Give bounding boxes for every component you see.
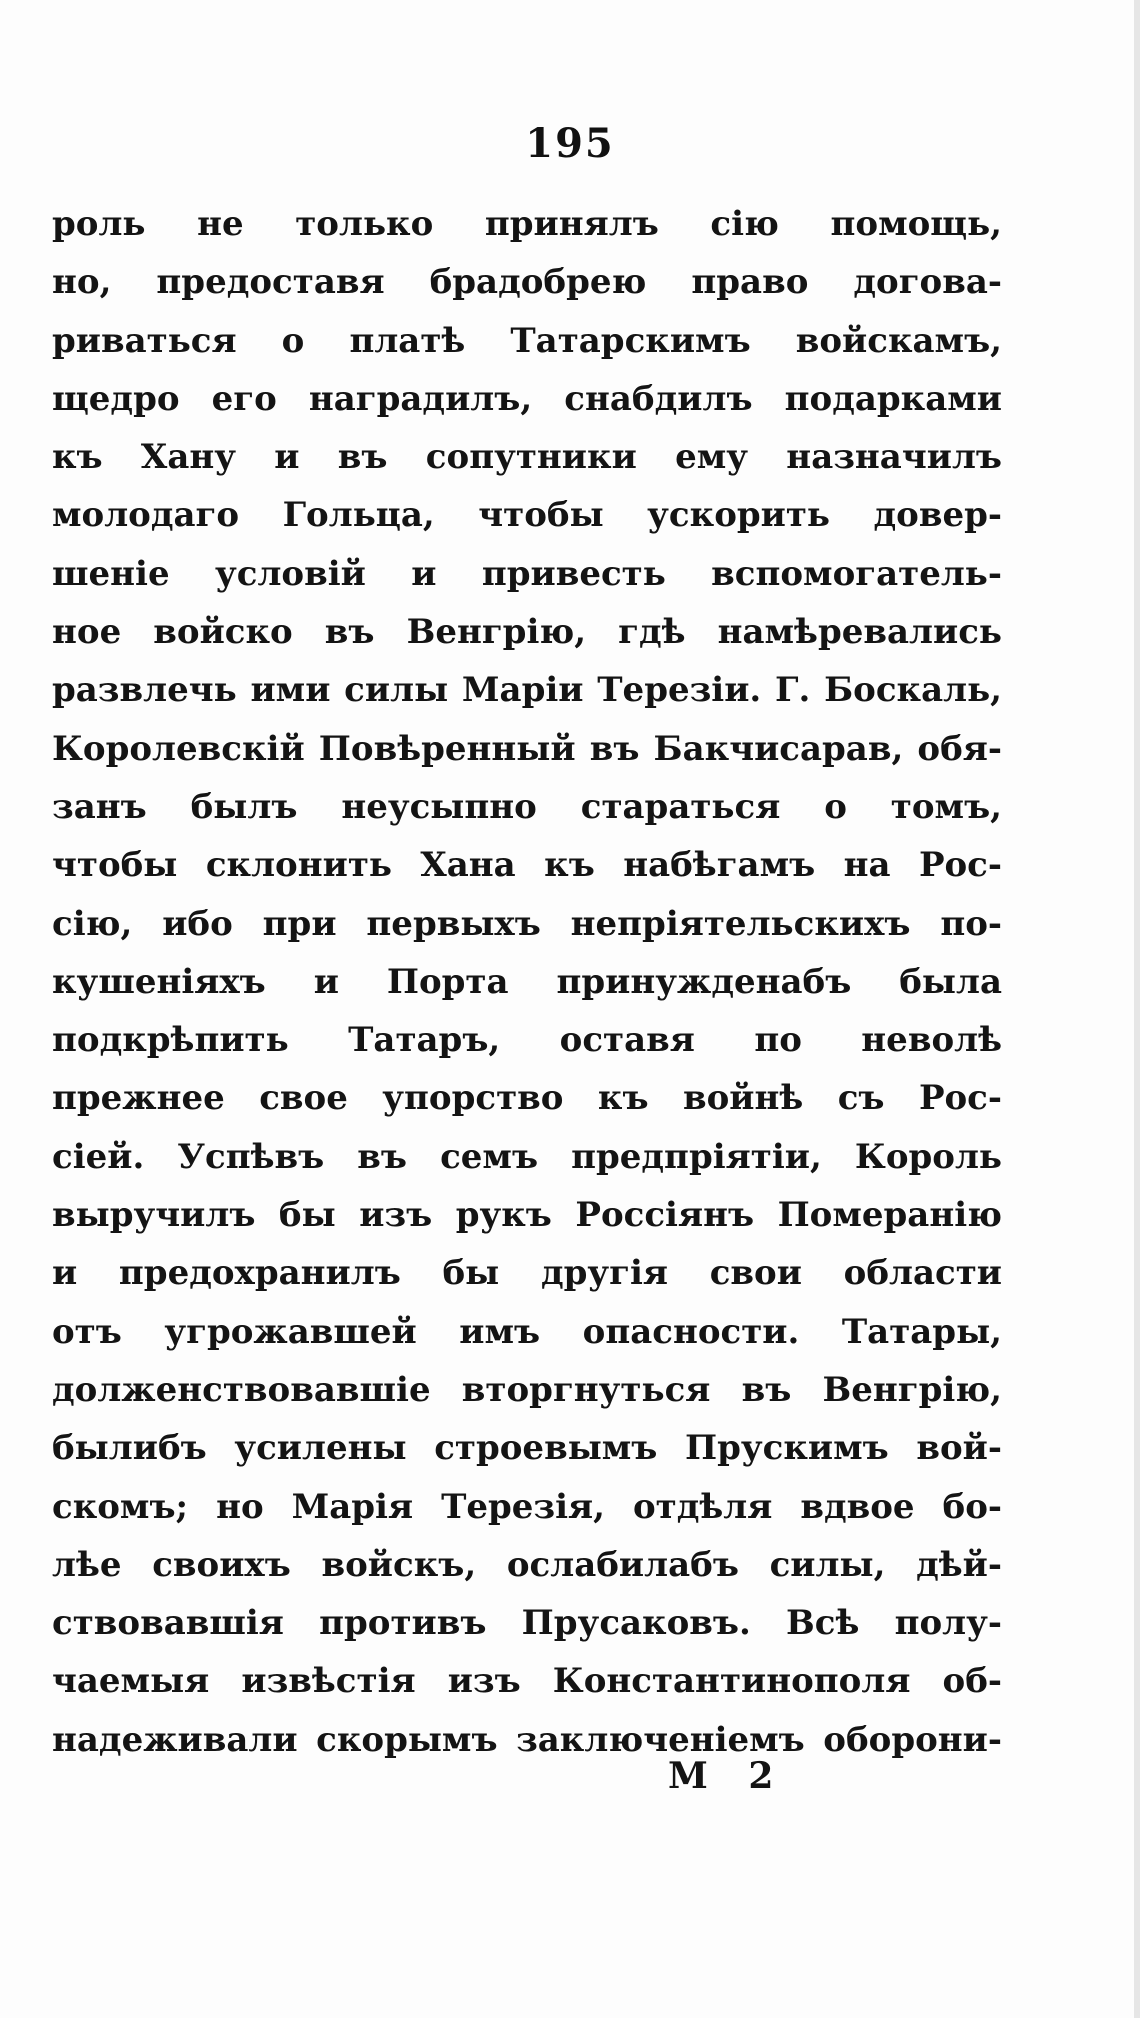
text-line: шеніе условій и привесть вспомогатель-: [52, 553, 1002, 594]
page-number: 195: [525, 120, 615, 167]
body-text: [52, 195, 1002, 1769]
text-line: къ Хану и въ сопутники ему назначилъ: [52, 437, 1002, 478]
text-line: сіей. Успѣвъ въ семъ предпріятіи, Король: [52, 1136, 1002, 1177]
text-line: развлечь ими силы Маріи Терезіи. Г. Боскаль,: [52, 670, 1002, 711]
text-line: роль не только принялъ сію помощь,: [52, 204, 1002, 244]
text-line: чаемыя извѣстія изъ Константинополя об-: [52, 1661, 1002, 1702]
text-line: Королевскій Повѣренный въ Бакчисарав, обя-: [52, 728, 1002, 769]
text-line: щедро его наградилъ, снабдилъ подарками: [52, 378, 1002, 419]
printer-signature-mark: M 2: [668, 1755, 774, 1797]
text-line: занъ былъ неусыпно стараться о томъ,: [52, 786, 1002, 827]
text-line: чтобы склонить Хана къ набѣгамъ на Рос-: [52, 845, 1002, 886]
text-line: но, предоставя брадобрею право догова-: [52, 262, 1002, 303]
text-line: надеживали скорымъ заключеніемъ оборони-: [52, 1719, 1002, 1760]
text-line: кушеніяхъ и Порта принужденабъ была: [52, 961, 1002, 1002]
page-edge-shadow: [1134, 0, 1140, 2018]
text-line: лѣе своихъ войскъ, ослабилабъ силы, дѣй-: [52, 1544, 1002, 1585]
text-line: выручилъ бы изъ рукъ Россіянъ Померанію: [52, 1195, 1002, 1236]
text-line: былибъ усилены строевымъ Прускимъ вой-: [52, 1428, 1002, 1469]
text-line: долженствовавшіе вторгнуться въ Венгрію,: [52, 1369, 1002, 1410]
text-line: ное войско въ Венгрію, гдѣ намѣревались: [52, 612, 1002, 653]
text-line: подкрѣпить Татаръ, оставя по неволѣ: [52, 1020, 1002, 1061]
text-line: и предохранилъ бы другія свои области: [52, 1253, 1002, 1294]
text-line: прежнее свое упорство къ войнѣ съ Рос-: [52, 1078, 1002, 1119]
text-line: молодаго Гольца, чтобы ускорить довер-: [52, 495, 1002, 536]
text-line: сію, ибо при первыхъ непріятельскихъ по-: [52, 903, 1002, 944]
text-line: отъ угрожавшей имъ опасности. Татары,: [52, 1311, 1002, 1352]
text-line: скомъ; но Марія Терезія, отдѣля вдвое бо-: [52, 1486, 1002, 1527]
text-line: риваться о платѣ Татарскимъ войскамъ,: [52, 320, 1002, 361]
text-line: ствовавшія противъ Прусаковъ. Всѣ полу-: [52, 1603, 1002, 1644]
